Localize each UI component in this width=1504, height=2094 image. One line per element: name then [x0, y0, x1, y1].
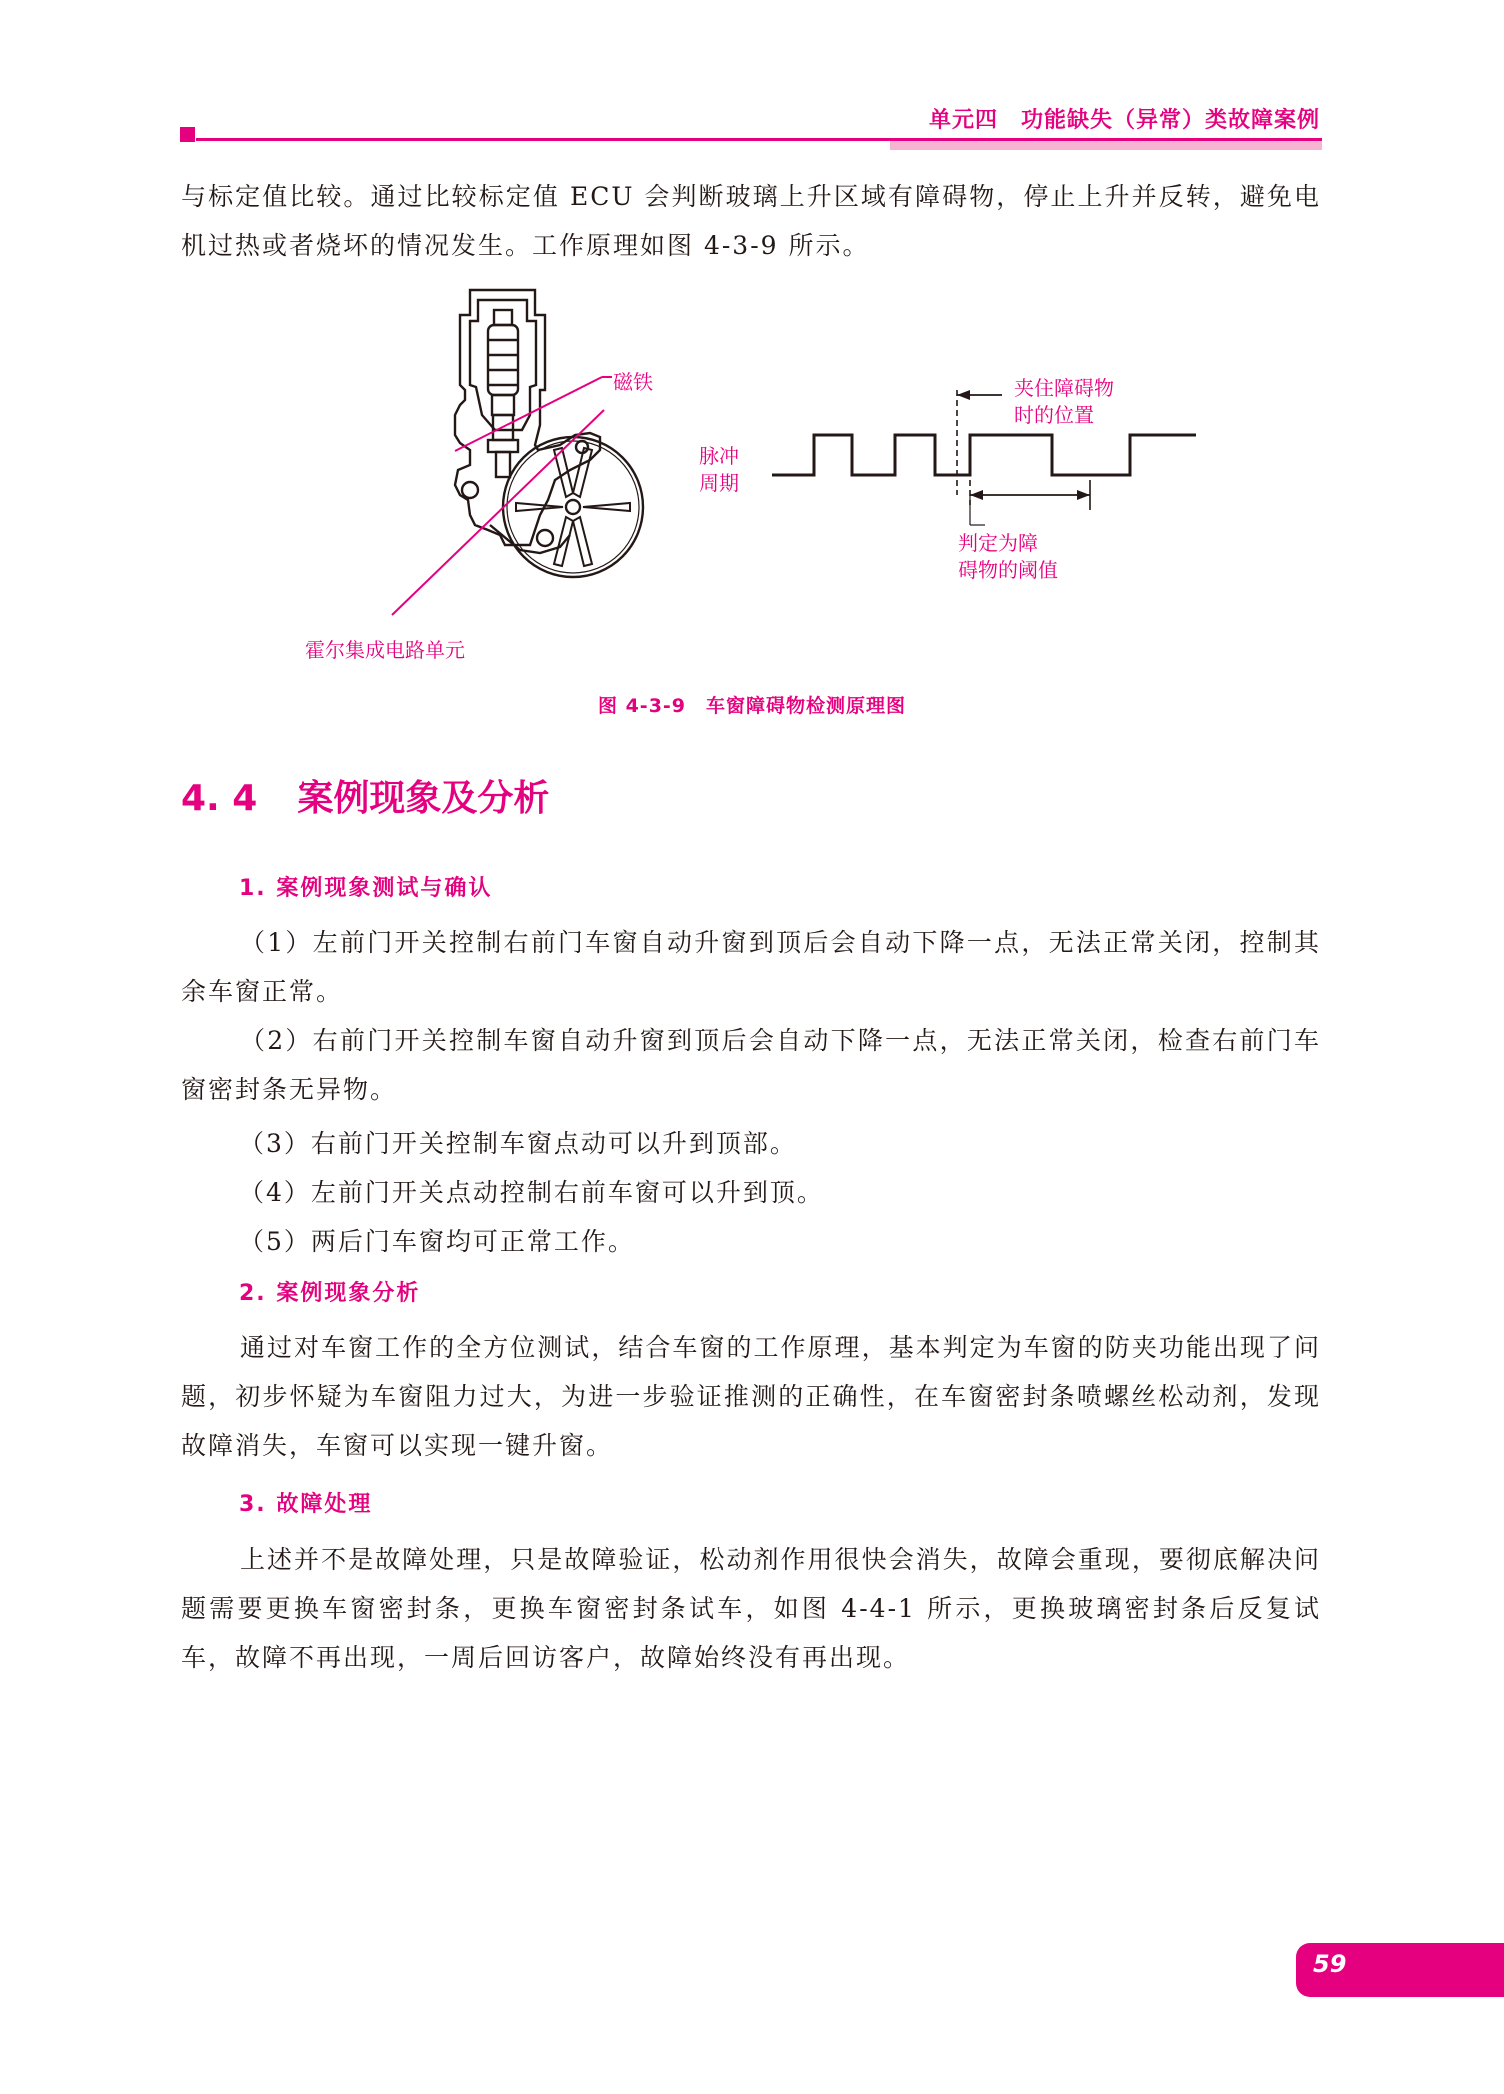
subheading-1: 1. 案例现象测试与确认 [239, 876, 493, 901]
label-pulse-period-1: 脉冲 [699, 444, 739, 468]
case-item-2: （2）右前门开关控制车窗自动升窗到顶后会自动下降一点，无法正常关闭，检查右前门车窗密封条无异物。 [181, 1026, 1321, 1104]
case-item-5: （5）两后门车窗均可正常工作。 [239, 1227, 635, 1256]
running-header: 单元四 功能缺失（异常）类故障案例 [928, 108, 1320, 133]
label-hall-unit: 霍尔集成电路单元 [305, 638, 465, 662]
section-heading [181, 770, 549, 821]
header-highlight [890, 141, 1322, 150]
figure-drawing [290, 285, 1220, 675]
figure-caption: 图 4-3-9 车窗障碍物检测原理图 [597, 695, 907, 717]
figure-obstacle-detection [290, 285, 1220, 675]
pulse-waveform [772, 435, 1196, 475]
subheading-2: 2. 案例现象分析 [239, 1281, 421, 1306]
label-pinch-position-2: 时的位置 [1014, 403, 1094, 427]
repair-paragraph: 上述并不是故障处理，只是故障验证，松动剂作用很快会消失，故障会重现，要彻底解决问题需要更换车窗密封条，更换车窗密封条试车，如图 4-4-1 所示，更换玻璃密封条后反复试车，故障不再出现，一周后回访客户，故障始终没有再出现。 [181, 1545, 1321, 1672]
subheading-3: 3. 故障处理 [239, 1492, 373, 1517]
gear-spokes [516, 448, 630, 566]
header-marker [180, 127, 195, 142]
motor-drawing [455, 290, 643, 577]
analysis-paragraph: 通过对车窗工作的全方位测试，结合车窗的工作原理，基本判定为车窗的防夹功能出现了问题，初步怀疑为车窗阻力过大，为进一步验证推测的正确性，在车窗密封条喷螺丝松动剂，发现故障消失，车窗可以实现一键升窗。 [181, 1333, 1321, 1460]
case-item-3: （3）右前门开关控制车窗点动可以升到顶部。 [239, 1129, 797, 1158]
label-threshold-2: 碍物的阈值 [958, 558, 1058, 582]
label-threshold-1: 判定为障 [958, 531, 1038, 555]
case-item-1: （1）左前门开关控制右前门车窗自动升窗到顶后会自动下降一点，无法正常关闭，控制其余车窗正常。 [181, 928, 1321, 1006]
label-pulse-period-2: 周期 [699, 471, 739, 495]
section-title-text: 案例现象及分析 [297, 778, 550, 819]
page-number: 59 [1313, 1950, 1347, 1978]
intro-paragraph: 与标定值比较。通过比较标定值 ECU 会判断玻璃上升区域有障碍物，停止上升并反转，避免电机过热或者烧坏的情况发生。工作原理如图 4-3-9 所示。 [181, 182, 1321, 260]
section-number: 4. 4 [181, 778, 258, 819]
case-item-4: （4）左前门开关点动控制右前车窗可以升到顶。 [239, 1178, 824, 1207]
label-magnet: 磁铁 [613, 370, 653, 394]
label-pinch-position-1: 夹住障碍物 [1014, 376, 1114, 400]
